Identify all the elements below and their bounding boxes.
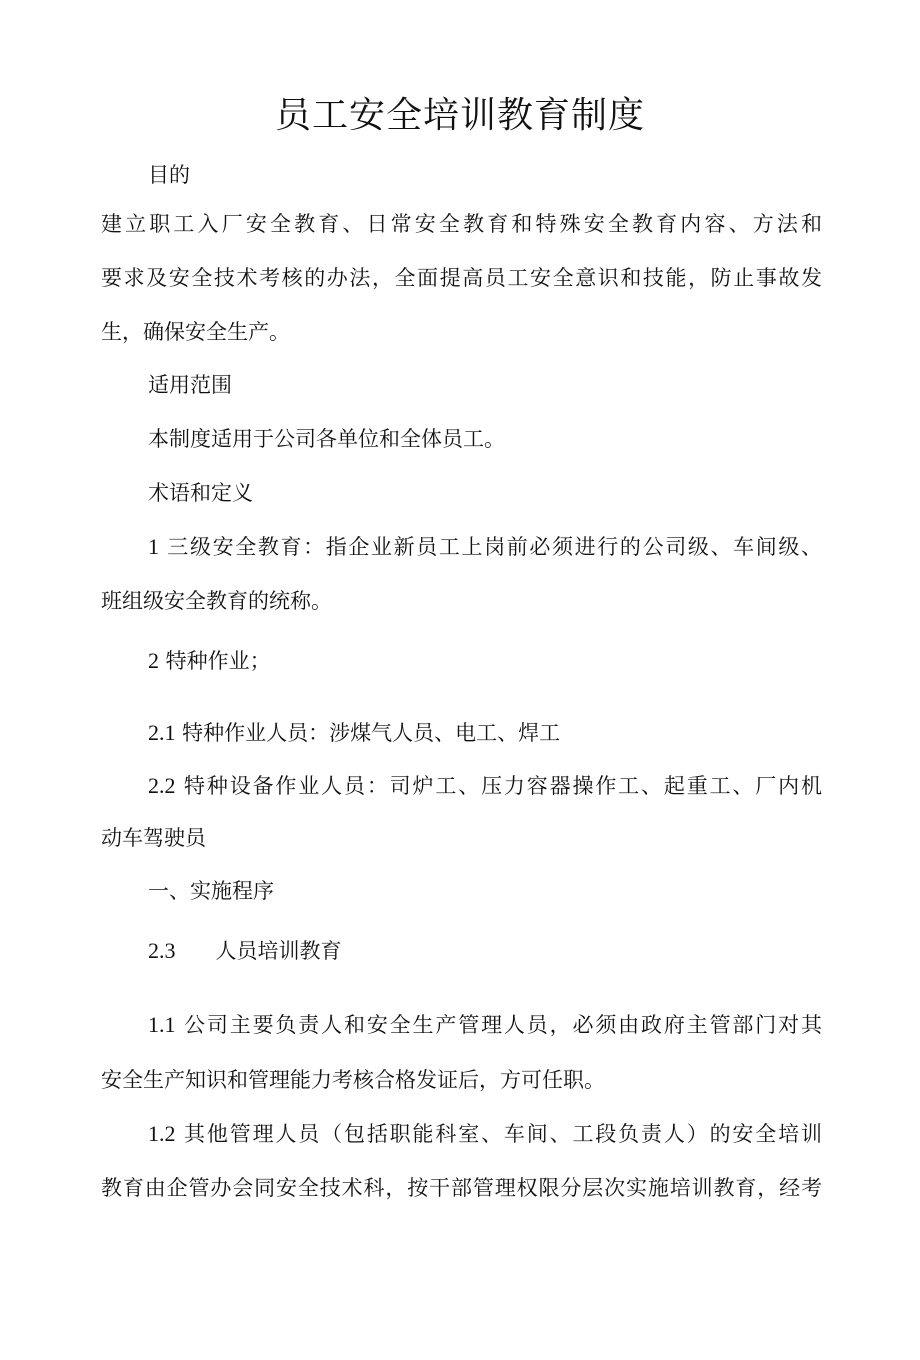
- item-1-1-number: 1.1: [148, 1012, 176, 1037]
- term-2-1-number: 2.1: [148, 720, 176, 745]
- term-1-line-2: 班组级安全教育的统称。: [101, 589, 332, 613]
- item-1-2-text: 其他管理人员（包括职能科室、车间、工段负责人）的安全培训: [175, 1122, 822, 1146]
- term-2: [148, 648, 271, 674]
- purpose-heading: 目的: [148, 163, 190, 187]
- term-2-number: 2: [148, 648, 159, 673]
- term-2-1: [148, 720, 560, 746]
- scope-heading: 适用范围: [148, 373, 232, 397]
- purpose-line-3: 生，确保安全生产。: [101, 320, 290, 344]
- term-2-2-line-2: 动车驾驶员: [101, 826, 206, 850]
- procedure-sub-number: 2.3: [148, 938, 176, 963]
- term-2-2-line-1: [148, 773, 822, 799]
- term-1-line-1: [148, 534, 822, 560]
- item-1-2-line-2: 教育由企管办会同安全技术科，按干部管理权限分层次实施培训教育，经考: [101, 1176, 822, 1200]
- item-1-1-line-1: [148, 1012, 822, 1038]
- item-1-1-line-2: 安全生产知识和管理能力考核合格发证后，方可任职。: [101, 1068, 605, 1092]
- scope-text: 本制度适用于公司各单位和全体员工。: [148, 427, 505, 451]
- procedure-heading: 一、实施程序: [148, 879, 274, 903]
- procedure-subheading: [148, 938, 342, 964]
- purpose-line-1: 建立职工入厂安全教育、日常安全教育和特殊安全教育内容、方法和: [101, 212, 822, 236]
- term-2-2-number: 2.2: [148, 773, 176, 798]
- item-1-2-number: 1.2: [148, 1121, 176, 1146]
- terms-heading: 术语和定义: [148, 481, 253, 505]
- term-2-1-text: 特种作业人员：涉煤气人员、电工、焊工: [175, 721, 561, 745]
- purpose-line-2: 要求及安全技术考核的办法，全面提高员工安全意识和技能，防止事故发: [101, 266, 822, 290]
- term-1-text: 三级安全教育：指企业新员工上岗前必须进行的公司级、车间级、: [159, 535, 822, 559]
- term-2-2-text: 特种设备作业人员：司炉工、压力容器操作工、起重工、厂内机: [175, 774, 822, 798]
- document-title: 员工安全培训教育制度: [274, 95, 645, 136]
- term-2-text: 特种作业；: [159, 649, 271, 673]
- item-1-2-line-1: [148, 1121, 822, 1147]
- term-1-number: 1: [148, 534, 159, 559]
- procedure-sub-text: 人员培训教育: [215, 939, 342, 963]
- item-1-1-text: 公司主要负责人和安全生产管理人员，必须由政府主管部门对其: [175, 1013, 822, 1037]
